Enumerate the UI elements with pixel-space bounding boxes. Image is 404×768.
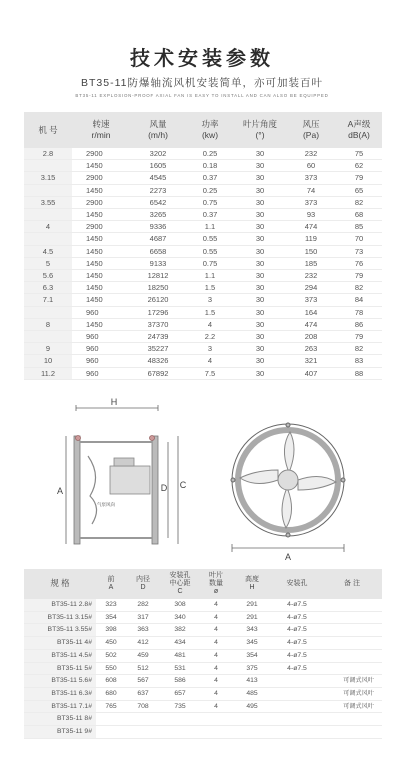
table-row	[24, 233, 382, 245]
table-cell-h: 413	[232, 675, 272, 688]
table-cell-db: 79	[336, 172, 382, 184]
table-row	[24, 294, 382, 306]
table-cell-spec: BT35-11 4#	[24, 637, 96, 650]
table-row	[24, 184, 382, 196]
table-cell-pressure: 74	[286, 184, 336, 196]
table-cell-c: 586	[160, 675, 200, 688]
table-row	[24, 209, 382, 221]
table-cell-pressure: 119	[286, 233, 336, 245]
table-cell-spec: BT35-11 8#	[24, 713, 96, 726]
table-cell-model: 3.15	[24, 172, 72, 184]
page-title: 技术安装参数	[130, 46, 274, 70]
table-row	[24, 318, 382, 330]
table-cell-flow: 48326	[130, 355, 186, 367]
table-row	[24, 599, 382, 611]
table-row	[24, 675, 382, 688]
table-cell-angle: 30	[234, 148, 286, 160]
table-row	[24, 637, 382, 650]
table-cell-rpm: 2900	[72, 172, 130, 184]
table-cell-model	[24, 184, 72, 196]
fan-front-view	[231, 423, 345, 552]
table-cell-spec: BT35-11 5#	[24, 662, 96, 675]
table-cell-h: 291	[232, 611, 272, 624]
table-cell-c: 382	[160, 624, 200, 637]
table-cell-hole	[272, 675, 322, 688]
table-row	[24, 662, 382, 675]
install-header-blades: 叶片 数量 ø	[200, 569, 232, 599]
spec-table-header	[24, 112, 382, 148]
table-cell-h	[232, 726, 272, 739]
table-cell-spec: BT35-11 3.15#	[24, 611, 96, 624]
table-cell-db: 75	[336, 148, 382, 160]
install-table-body	[24, 599, 382, 738]
table-cell-power: 3	[186, 294, 234, 306]
table-row	[24, 726, 382, 739]
table-cell-rpm: 2900	[72, 196, 130, 208]
dim-c-label: C	[179, 480, 187, 490]
table-cell-n: 4	[200, 675, 232, 688]
table-cell-a: 608	[96, 675, 126, 688]
table-cell-c	[160, 726, 200, 739]
table-cell-flow: 6542	[130, 196, 186, 208]
table-cell-rpm: 1450	[72, 160, 130, 172]
table-cell-rpm: 1450	[72, 294, 130, 306]
table-cell-d	[126, 726, 160, 739]
table-cell-d: 412	[126, 637, 160, 650]
table-cell-rpm: 1450	[72, 257, 130, 269]
table-cell-power: 0.55	[186, 245, 234, 257]
table-cell-rpm: 960	[72, 343, 130, 355]
table-cell-note	[322, 713, 382, 726]
table-cell-rpm: 960	[72, 367, 130, 379]
table-cell-a	[96, 713, 126, 726]
table-cell-hole	[272, 726, 322, 739]
table-cell-db: 82	[336, 196, 382, 208]
spec-header-noise: A声级 dB(A)	[336, 112, 382, 148]
table-cell-pressure: 373	[286, 196, 336, 208]
table-cell-a: 765	[96, 700, 126, 713]
table-cell-pressure: 373	[286, 294, 336, 306]
table-cell-model: 4.5	[24, 245, 72, 257]
table-cell-db: 86	[336, 318, 382, 330]
table-cell-n: 4	[200, 687, 232, 700]
table-cell-d: 317	[126, 611, 160, 624]
table-cell-power: 1.5	[186, 306, 234, 318]
table-cell-angle: 30	[234, 294, 286, 306]
table-cell-a: 323	[96, 599, 126, 611]
table-cell-power: 4	[186, 318, 234, 330]
table-cell-angle: 30	[234, 233, 286, 245]
table-cell-model	[24, 331, 72, 343]
table-cell-flow: 35227	[130, 343, 186, 355]
table-cell-c: 434	[160, 637, 200, 650]
table-cell-angle: 30	[234, 245, 286, 257]
table-cell-note	[322, 649, 382, 662]
table-cell-flow: 4545	[130, 172, 186, 184]
fan-drawing	[40, 396, 380, 566]
table-cell-angle: 30	[234, 270, 286, 282]
table-cell-pressure: 164	[286, 306, 336, 318]
table-cell-hole	[272, 700, 322, 713]
motor-label: 气泵风向	[97, 503, 115, 508]
table-cell-a: 450	[96, 637, 126, 650]
table-cell-n: 4	[200, 599, 232, 611]
table-row	[24, 282, 382, 294]
table-cell-pressure: 150	[286, 245, 336, 257]
table-cell-spec: BT35-11 2.8#	[24, 599, 96, 611]
table-cell-model: 4	[24, 221, 72, 233]
table-cell-rpm: 960	[72, 306, 130, 318]
spec-header-flow: 风量 (m/h)	[130, 112, 186, 148]
table-cell-pressure: 373	[286, 172, 336, 184]
table-cell-model	[24, 209, 72, 221]
table-cell-d	[126, 713, 160, 726]
table-cell-model: 3.55	[24, 196, 72, 208]
table-row	[24, 649, 382, 662]
table-cell-flow: 37370	[130, 318, 186, 330]
table-cell-power: 0.25	[186, 148, 234, 160]
table-cell-flow: 24739	[130, 331, 186, 343]
table-row	[24, 624, 382, 637]
table-row	[24, 172, 382, 184]
table-cell-model: 6.3	[24, 282, 72, 294]
spec-header-pressure: 风压 (Pa)	[286, 112, 336, 148]
table-cell-pressure: 263	[286, 343, 336, 355]
table-cell-flow: 12812	[130, 270, 186, 282]
table-cell-h: 495	[232, 700, 272, 713]
table-cell-n: 4	[200, 662, 232, 675]
table-cell-hole: 4-ø7.5	[272, 599, 322, 611]
table-cell-hole: 4-ø7.5	[272, 649, 322, 662]
table-cell-c	[160, 713, 200, 726]
table-cell-spec: BT35-11 6.3#	[24, 687, 96, 700]
table-cell-power: 7.5	[186, 367, 234, 379]
table-cell-power: 1.1	[186, 221, 234, 233]
table-row	[24, 355, 382, 367]
table-row	[24, 343, 382, 355]
fan-side-view	[66, 405, 178, 544]
table-cell-model	[24, 233, 72, 245]
table-cell-model: 5	[24, 257, 72, 269]
table-cell-rpm: 1450	[72, 233, 130, 245]
table-cell-angle: 30	[234, 221, 286, 233]
table-cell-flow: 2273	[130, 184, 186, 196]
table-cell-pressure: 407	[286, 367, 336, 379]
table-cell-pressure: 474	[286, 221, 336, 233]
table-cell-note	[322, 611, 382, 624]
install-header-note: 备 注	[322, 569, 382, 599]
table-cell-flow: 3265	[130, 209, 186, 221]
table-cell-n: 4	[200, 649, 232, 662]
table-cell-db: 62	[336, 160, 382, 172]
table-cell-power: 3	[186, 343, 234, 355]
spec-header-speed: 转速 r/min	[72, 112, 130, 148]
table-cell-power: 0.75	[186, 196, 234, 208]
spec-header-angle: 叶片角度 (°)	[234, 112, 286, 148]
table-cell-power: 1.1	[186, 270, 234, 282]
table-cell-rpm: 1450	[72, 270, 130, 282]
dim-h-label: H	[110, 397, 118, 407]
table-cell-c: 481	[160, 649, 200, 662]
table-cell-hole: 4-ø7.5	[272, 637, 322, 650]
table-cell-pressure: 474	[286, 318, 336, 330]
table-cell-db: 82	[336, 343, 382, 355]
table-cell-power: 0.37	[186, 209, 234, 221]
table-cell-note	[322, 726, 382, 739]
table-cell-pressure: 93	[286, 209, 336, 221]
table-cell-note	[322, 599, 382, 611]
table-row	[24, 367, 382, 379]
table-cell-pressure: 208	[286, 331, 336, 343]
table-cell-rpm: 1450	[72, 282, 130, 294]
table-cell-hole	[272, 687, 322, 700]
table-cell-pressure: 232	[286, 270, 336, 282]
table-cell-model	[24, 160, 72, 172]
table-cell-hole	[272, 713, 322, 726]
table-cell-c: 340	[160, 611, 200, 624]
table-cell-db: 79	[336, 331, 382, 343]
spec-table	[24, 112, 382, 380]
table-cell-db: 83	[336, 355, 382, 367]
table-cell-rpm: 2900	[72, 148, 130, 160]
table-cell-db: 65	[336, 184, 382, 196]
table-cell-model: 7.1	[24, 294, 72, 306]
table-cell-note: 可调式风叶	[322, 700, 382, 713]
table-cell-d: 567	[126, 675, 160, 688]
table-cell-flow: 67892	[130, 367, 186, 379]
table-cell-d: 459	[126, 649, 160, 662]
table-cell-a: 398	[96, 624, 126, 637]
table-cell-angle: 30	[234, 160, 286, 172]
table-cell-note	[322, 662, 382, 675]
table-cell-power: 0.18	[186, 160, 234, 172]
install-table	[24, 569, 382, 739]
table-cell-hole: 4-ø7.5	[272, 662, 322, 675]
table-cell-hole: 4-ø7.5	[272, 611, 322, 624]
table-cell-angle: 30	[234, 306, 286, 318]
table-cell-note: 可调式风叶	[322, 675, 382, 688]
table-cell-note	[322, 637, 382, 650]
table-cell-d: 363	[126, 624, 160, 637]
table-cell-flow: 9336	[130, 221, 186, 233]
table-cell-model: 5.6	[24, 270, 72, 282]
table-row	[24, 245, 382, 257]
spec-table-body	[24, 148, 382, 379]
table-cell-angle: 30	[234, 318, 286, 330]
table-cell-angle: 30	[234, 331, 286, 343]
table-cell-flow: 4687	[130, 233, 186, 245]
install-header-d: 内径 D	[126, 569, 160, 599]
table-cell-d: 282	[126, 599, 160, 611]
table-row	[24, 196, 382, 208]
table-cell-model: 8	[24, 318, 72, 330]
table-cell-a	[96, 726, 126, 739]
table-cell-flow: 26120	[130, 294, 186, 306]
table-cell-db: 78	[336, 306, 382, 318]
page-subtitle-english: BT35-11 EXPLOSION-PROOF AXIAL FAN IS EASY TO INSTALL AND CAN ALSO BE EQUIPPED	[75, 93, 329, 98]
table-cell-rpm: 960	[72, 331, 130, 343]
table-cell-angle: 30	[234, 172, 286, 184]
table-cell-flow: 17296	[130, 306, 186, 318]
install-header-h: 高度 H	[232, 569, 272, 599]
install-header-c: 安装孔 中心距 C	[160, 569, 200, 599]
table-cell-pressure: 294	[286, 282, 336, 294]
table-cell-angle: 30	[234, 355, 286, 367]
table-cell-angle: 30	[234, 343, 286, 355]
table-cell-h: 354	[232, 649, 272, 662]
table-cell-spec: BT35-11 5.6#	[24, 675, 96, 688]
table-row	[24, 306, 382, 318]
table-cell-n	[200, 713, 232, 726]
table-cell-pressure: 185	[286, 257, 336, 269]
table-cell-h: 343	[232, 624, 272, 637]
page-subtitle: BT35-11防爆轴流风机安装简单，亦可加装百叶	[81, 77, 323, 89]
install-header-a: 前 A	[96, 569, 126, 599]
table-cell-model	[24, 306, 72, 318]
table-cell-h: 345	[232, 637, 272, 650]
table-cell-power: 0.75	[186, 257, 234, 269]
table-row	[24, 713, 382, 726]
table-row	[24, 160, 382, 172]
table-cell-rpm: 1450	[72, 245, 130, 257]
table-cell-h: 485	[232, 687, 272, 700]
table-cell-db: 85	[336, 221, 382, 233]
table-cell-db: 68	[336, 209, 382, 221]
dim-a-bottom-label: A	[284, 552, 292, 562]
table-cell-h: 291	[232, 599, 272, 611]
table-row	[24, 221, 382, 233]
table-cell-power: 4	[186, 355, 234, 367]
table-cell-pressure: 321	[286, 355, 336, 367]
table-cell-a: 502	[96, 649, 126, 662]
table-cell-power: 0.55	[186, 233, 234, 245]
table-cell-hole: 4-ø7.5	[272, 624, 322, 637]
table-cell-angle: 30	[234, 209, 286, 221]
install-header-spec: 规 格	[24, 569, 96, 599]
table-cell-flow: 9133	[130, 257, 186, 269]
table-cell-c: 531	[160, 662, 200, 675]
table-cell-db: 73	[336, 245, 382, 257]
table-cell-db: 79	[336, 270, 382, 282]
table-cell-angle: 30	[234, 282, 286, 294]
table-row	[24, 331, 382, 343]
table-row	[24, 148, 382, 160]
table-cell-db: 82	[336, 282, 382, 294]
table-cell-flow: 6658	[130, 245, 186, 257]
spec-header-power: 功率 (kw)	[186, 112, 234, 148]
table-cell-h: 375	[232, 662, 272, 675]
table-cell-note	[322, 624, 382, 637]
table-cell-angle: 30	[234, 367, 286, 379]
table-cell-rpm: 960	[72, 355, 130, 367]
table-cell-flow: 18250	[130, 282, 186, 294]
table-cell-spec: BT35-11 9#	[24, 726, 96, 739]
table-cell-model: 11.2	[24, 367, 72, 379]
table-cell-n	[200, 726, 232, 739]
table-cell-rpm: 2900	[72, 221, 130, 233]
table-cell-a: 354	[96, 611, 126, 624]
table-cell-model: 2.8	[24, 148, 72, 160]
table-cell-n: 4	[200, 611, 232, 624]
table-cell-d: 512	[126, 662, 160, 675]
table-cell-db: 84	[336, 294, 382, 306]
table-cell-db: 76	[336, 257, 382, 269]
table-cell-spec: BT35-11 4.5#	[24, 649, 96, 662]
table-cell-n: 4	[200, 637, 232, 650]
spec-header-model: 机 号	[24, 112, 72, 148]
table-cell-flow: 1605	[130, 160, 186, 172]
table-cell-model: 9	[24, 343, 72, 355]
table-cell-power: 1.5	[186, 282, 234, 294]
table-row	[24, 687, 382, 700]
table-cell-spec: BT35-11 7.1#	[24, 700, 96, 713]
table-cell-flow: 3202	[130, 148, 186, 160]
table-cell-power: 0.37	[186, 172, 234, 184]
table-cell-rpm: 1450	[72, 184, 130, 196]
table-cell-c: 657	[160, 687, 200, 700]
table-cell-d: 708	[126, 700, 160, 713]
install-header-hole: 安装孔	[272, 569, 322, 599]
table-cell-power: 2.2	[186, 331, 234, 343]
table-cell-n: 4	[200, 624, 232, 637]
table-cell-model: 10	[24, 355, 72, 367]
table-cell-c: 308	[160, 599, 200, 611]
table-row	[24, 611, 382, 624]
table-cell-spec: BT35-11 3.55#	[24, 624, 96, 637]
table-row	[24, 257, 382, 269]
table-cell-h	[232, 713, 272, 726]
table-cell-n: 4	[200, 700, 232, 713]
table-cell-db: 88	[336, 367, 382, 379]
table-cell-c: 735	[160, 700, 200, 713]
table-cell-d: 637	[126, 687, 160, 700]
table-cell-power: 0.25	[186, 184, 234, 196]
table-cell-angle: 30	[234, 257, 286, 269]
install-table-header	[24, 569, 382, 599]
dim-d-label: D	[160, 483, 168, 493]
table-row	[24, 700, 382, 713]
table-cell-angle: 30	[234, 196, 286, 208]
table-cell-rpm: 1450	[72, 318, 130, 330]
table-cell-angle: 30	[234, 184, 286, 196]
table-row	[24, 270, 382, 282]
table-cell-db: 70	[336, 233, 382, 245]
table-cell-rpm: 1450	[72, 209, 130, 221]
table-cell-pressure: 232	[286, 148, 336, 160]
table-cell-a: 550	[96, 662, 126, 675]
table-cell-a: 680	[96, 687, 126, 700]
table-cell-pressure: 60	[286, 160, 336, 172]
table-cell-note: 可调式风叶	[322, 687, 382, 700]
dim-a-left-label: A	[56, 486, 64, 496]
